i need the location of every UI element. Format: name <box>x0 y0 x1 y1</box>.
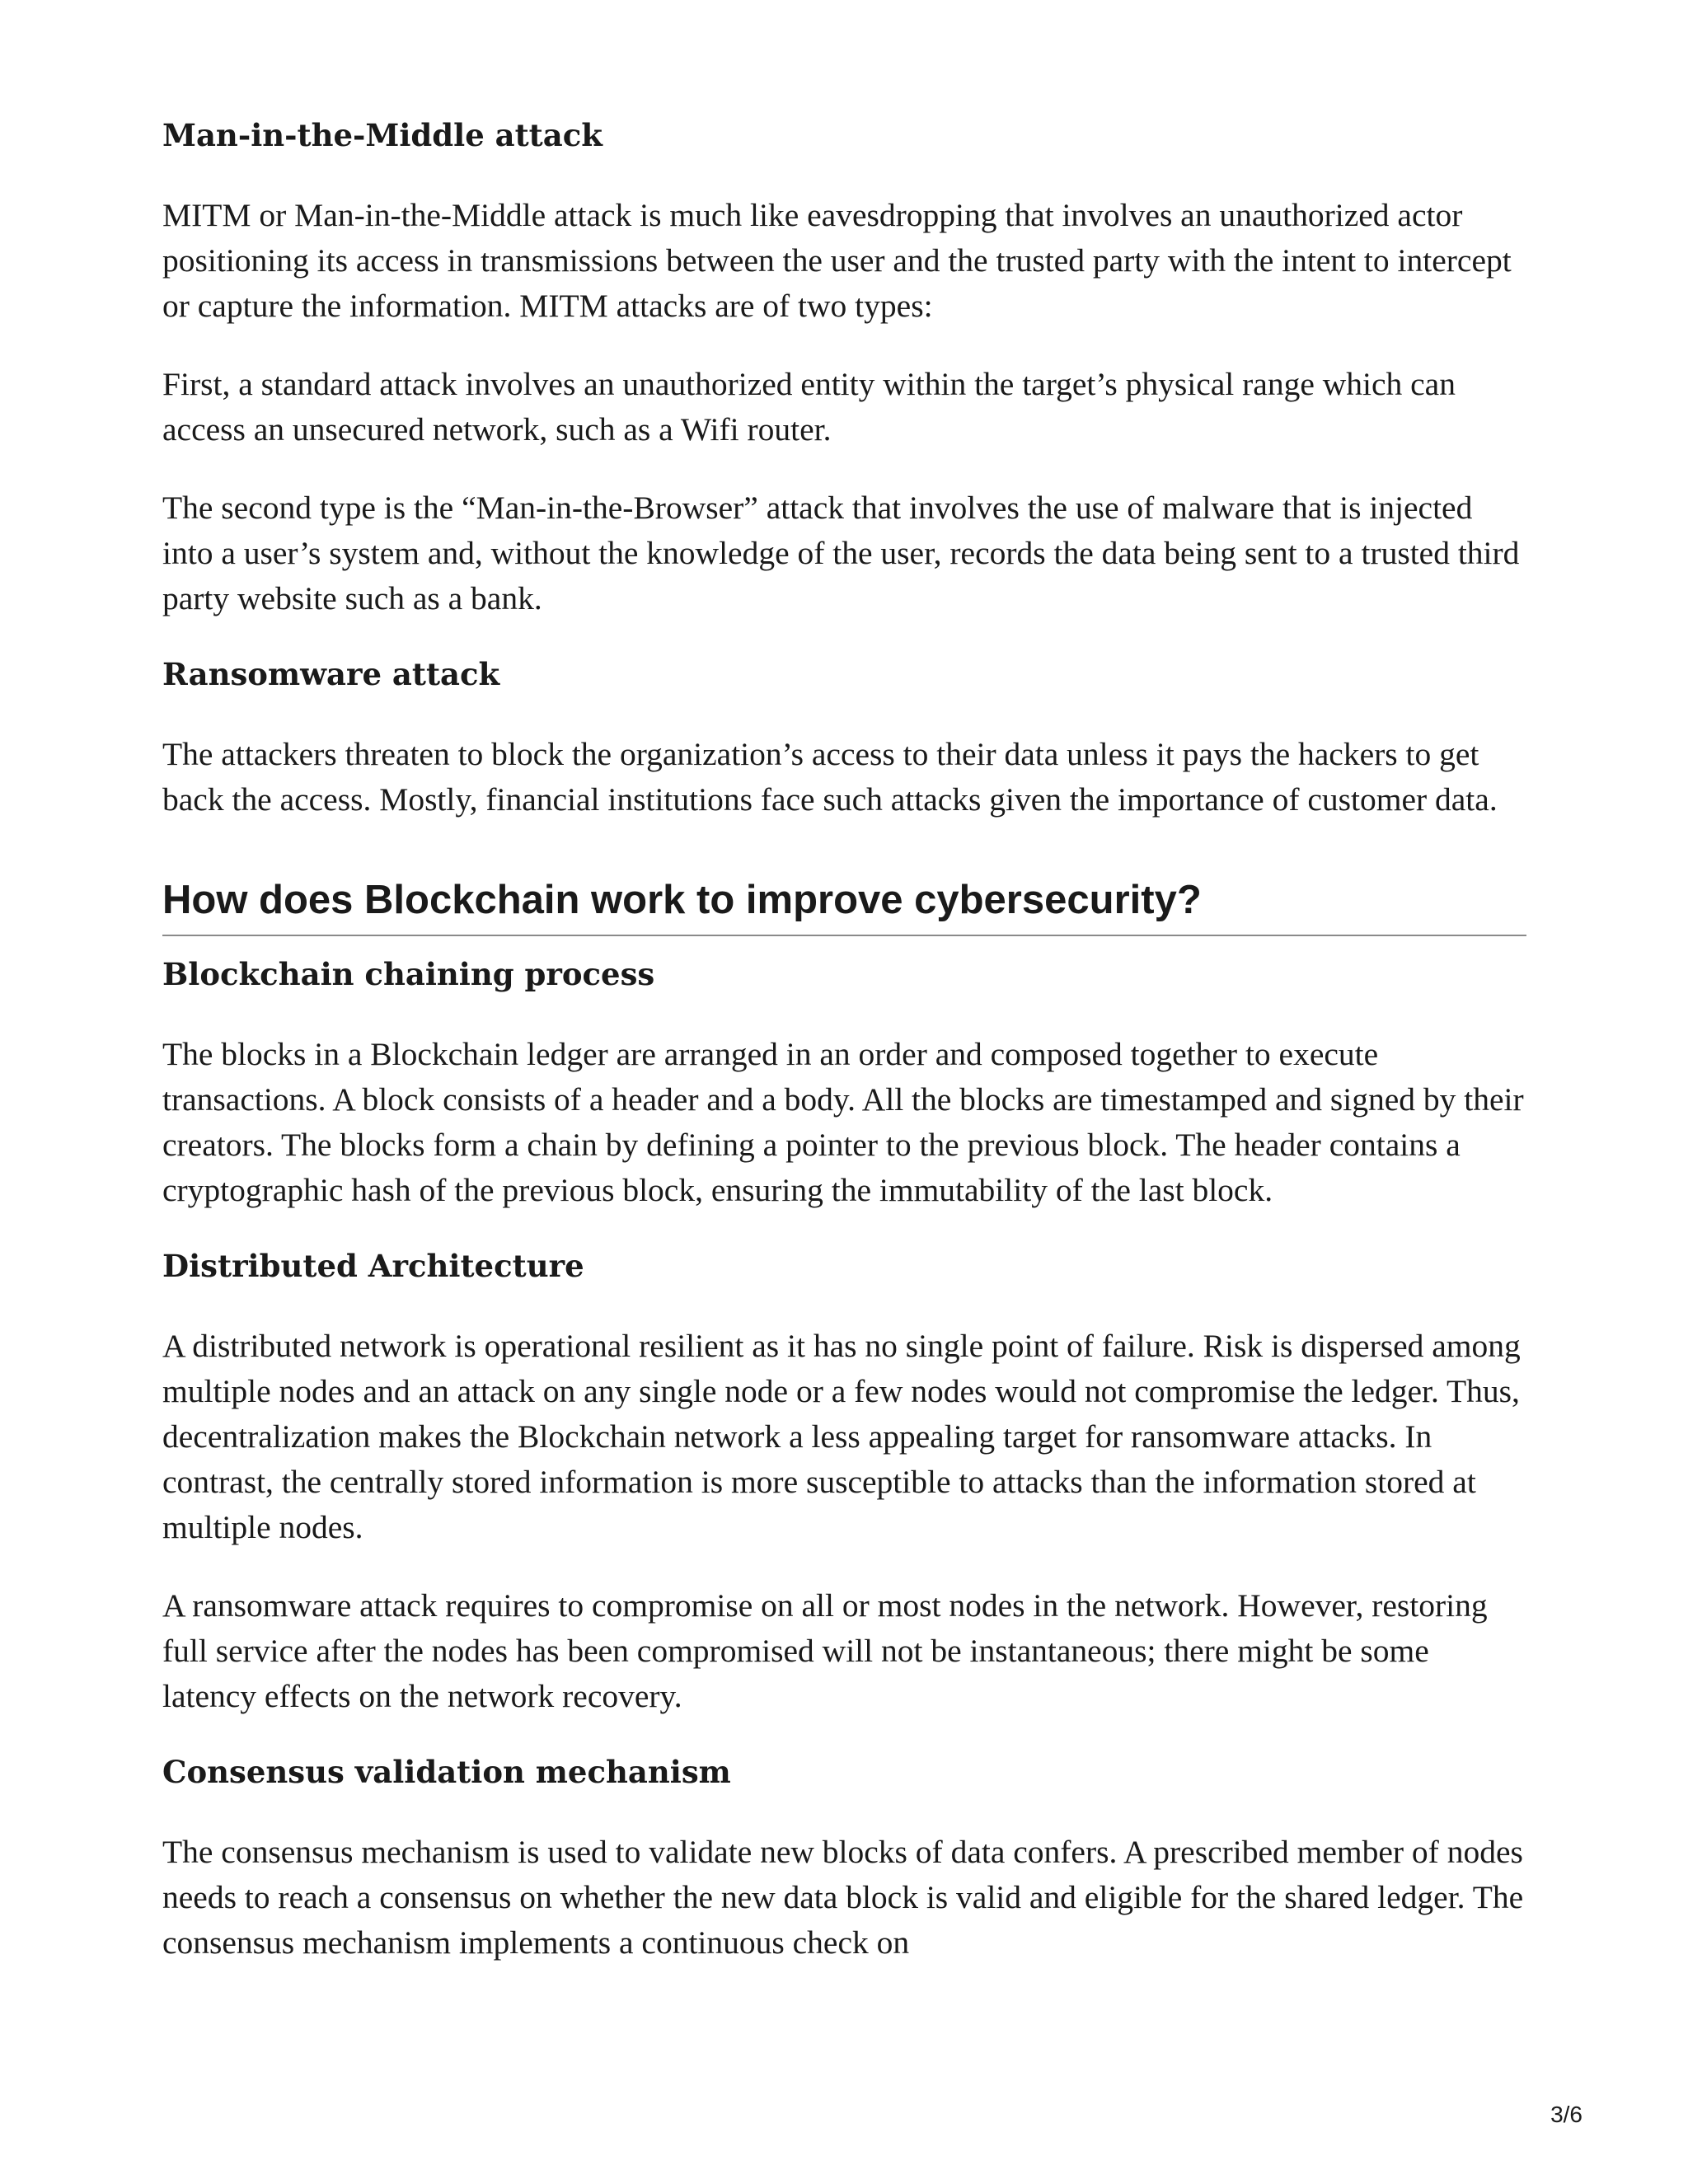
chaining-heading: Blockchain chaining process <box>162 956 655 992</box>
chaining-paragraph-1: The blocks in a Blockchain ledger are arranged in an order and composed together to execute transactions. A block consists of a header and a body. All the blocks are timestamped and signed by their creators. The blocks form a chain by defining a pointer to the previous block. The header contains a cryptographic hash of the previous block, ensuring the immutability of the last block. <box>162 1036 1524 1208</box>
mitm-paragraph-3: The second type is the “Man-in-the-Browser” attack that involves the use of malware that is injected into a user’s system and, without the knowledge of the user, records the data being sent to a trusted third party website such as a bank. <box>162 490 1520 616</box>
ransomware-paragraph-1: The attackers threaten to block the organization’s access to their data unless it pays the hackers to get back the access. Mostly, financial institutions face such attacks given the importance of customer data. <box>162 736 1498 818</box>
mitm-heading: Man-in-the-Middle attack <box>162 117 603 153</box>
mitm-paragraph-1: MITM or Man-in-the-Middle attack is much like eavesdropping that involves an unauthorized actor positioning its access in transmissions between the user and the trusted party with the intent to intercept or capture the information. MITM attacks are of two types: <box>162 197 1512 324</box>
consensus-heading: Consensus validation mechanism <box>162 1754 731 1790</box>
distributed-paragraph-1: A distributed network is operational resilient as it has no single point of failure. Risk is dispersed among multiple nodes and an attack on any single node or a few nodes would not compromise the ledger. Thus, decentralization makes the Blockchain network a less appealing target for ransomware attacks. In contrast, the centrally stored information is more susceptible to attacks than the information stored at multiple nodes. <box>162 1328 1521 1545</box>
article-body <box>162 115 1526 1999</box>
distributed-heading: Distributed Architecture <box>162 1248 584 1284</box>
section-heading: How does Blockchain work to improve cybersecurity? <box>162 875 1526 936</box>
page-number: 3/6 <box>1550 2102 1582 2127</box>
consensus-paragraph-1: The consensus mechanism is used to validate new blocks of data confers. A prescribed member of nodes needs to reach a consensus on whether the new data block is valid and eligible for the shared ledger. The consensus mechanism implements a continuous check on <box>162 1834 1524 1961</box>
distributed-paragraph-2: A ransomware attack requires to compromise on all or most nodes in the network. However, restoring full service after the nodes has been compromised will not be instantaneous; there might be some latency effects on the network recovery. <box>162 1587 1488 1714</box>
ransomware-heading: Ransomware attack <box>162 656 500 692</box>
mitm-paragraph-2: First, a standard attack involves an unauthorized entity within the target’s physical range which can access an unsecured network, such as a Wifi router. <box>162 366 1456 448</box>
